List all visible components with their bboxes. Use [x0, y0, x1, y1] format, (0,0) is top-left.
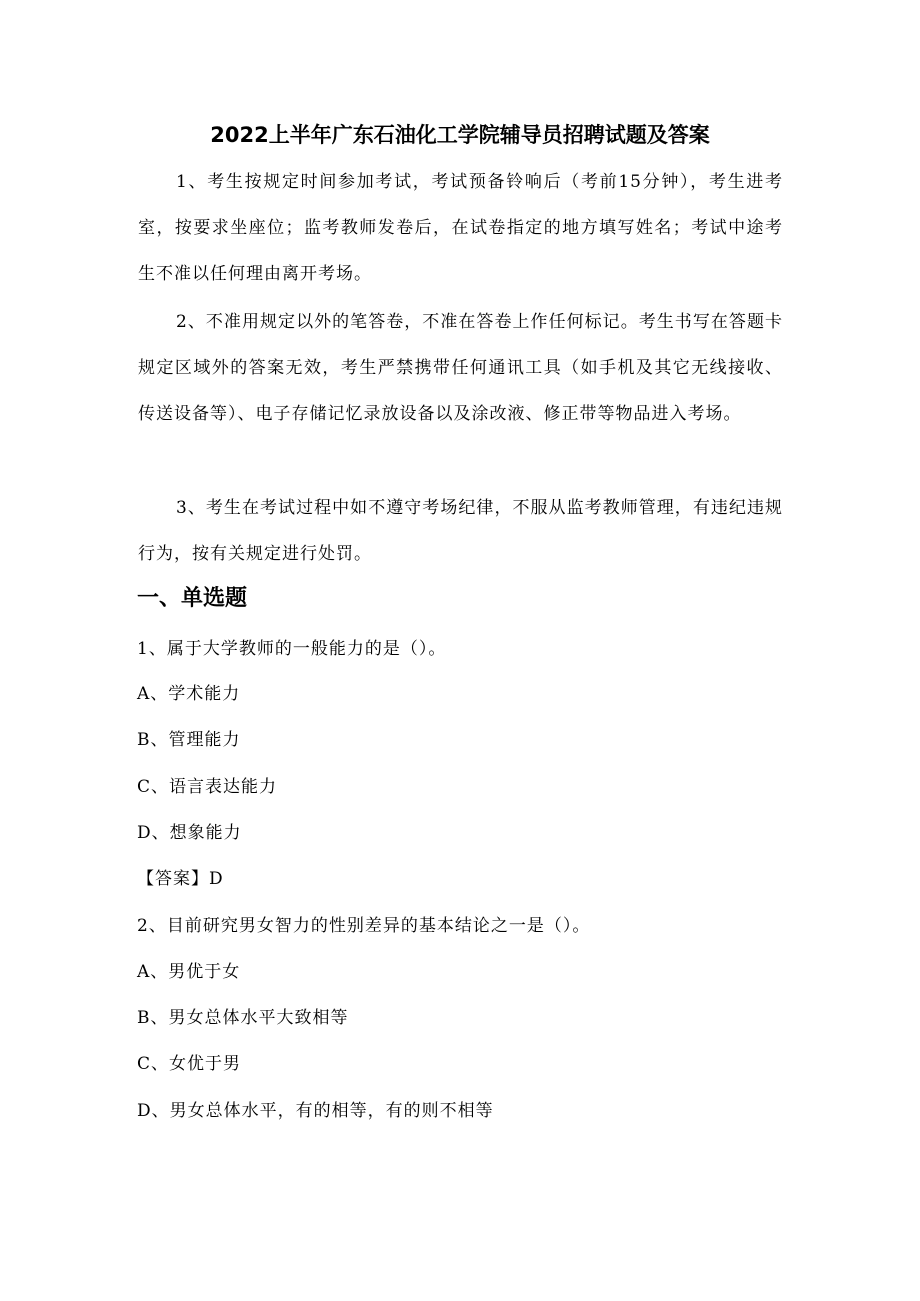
question-option: B、管理能力 — [137, 730, 241, 750]
question-option: C、女优于男 — [137, 1054, 242, 1074]
instruction-paragraph-3: 3、考生在考试过程中如不遵守考场纪律，不服从监考教师管理，有违纪违规行为，按有关规定进行处罚。 — [138, 498, 783, 564]
question-option: D、想象能力 — [137, 823, 242, 843]
question-option: A、男优于女 — [137, 962, 241, 982]
instruction-paragraph-1: 1、考生按规定时间参加考试，考试预备铃响后（考前15分钟），考生进考室，按要求坐座位；监考教师发卷后，在试卷指定的地方填写姓名；考试中途考生不准以任何理由离开考场。 — [138, 172, 783, 284]
question-answer: 【答案】D — [137, 869, 224, 889]
question-option: A、学术能力 — [137, 684, 241, 704]
question-stem: 2、目前研究男女智力的性别差异的基本结论之一是（）。 — [137, 916, 591, 936]
question-option: C、语言表达能力 — [137, 777, 278, 797]
section-heading: 一、单选题 — [137, 586, 248, 611]
document-title: 2022上半年广东石油化工学院辅导员招聘试题及答案 — [210, 123, 710, 147]
question-option: D、男女总体水平，有的相等，有的则不相等 — [137, 1101, 494, 1121]
instruction-paragraph-2: 2、不准用规定以外的笔答卷，不准在答卷上作任何标记。考生书写在答题卡规定区域外的答案无效，考生严禁携带任何通讯工具（如手机及其它无线接收、传送设备等）、电子存储记忆录放设备以及涂改液、修正带等物品进入考场。 — [138, 312, 783, 424]
question-option: B、男女总体水平大致相等 — [137, 1008, 349, 1028]
question-stem: 1、属于大学教师的一般能力的是（）。 — [137, 639, 447, 659]
